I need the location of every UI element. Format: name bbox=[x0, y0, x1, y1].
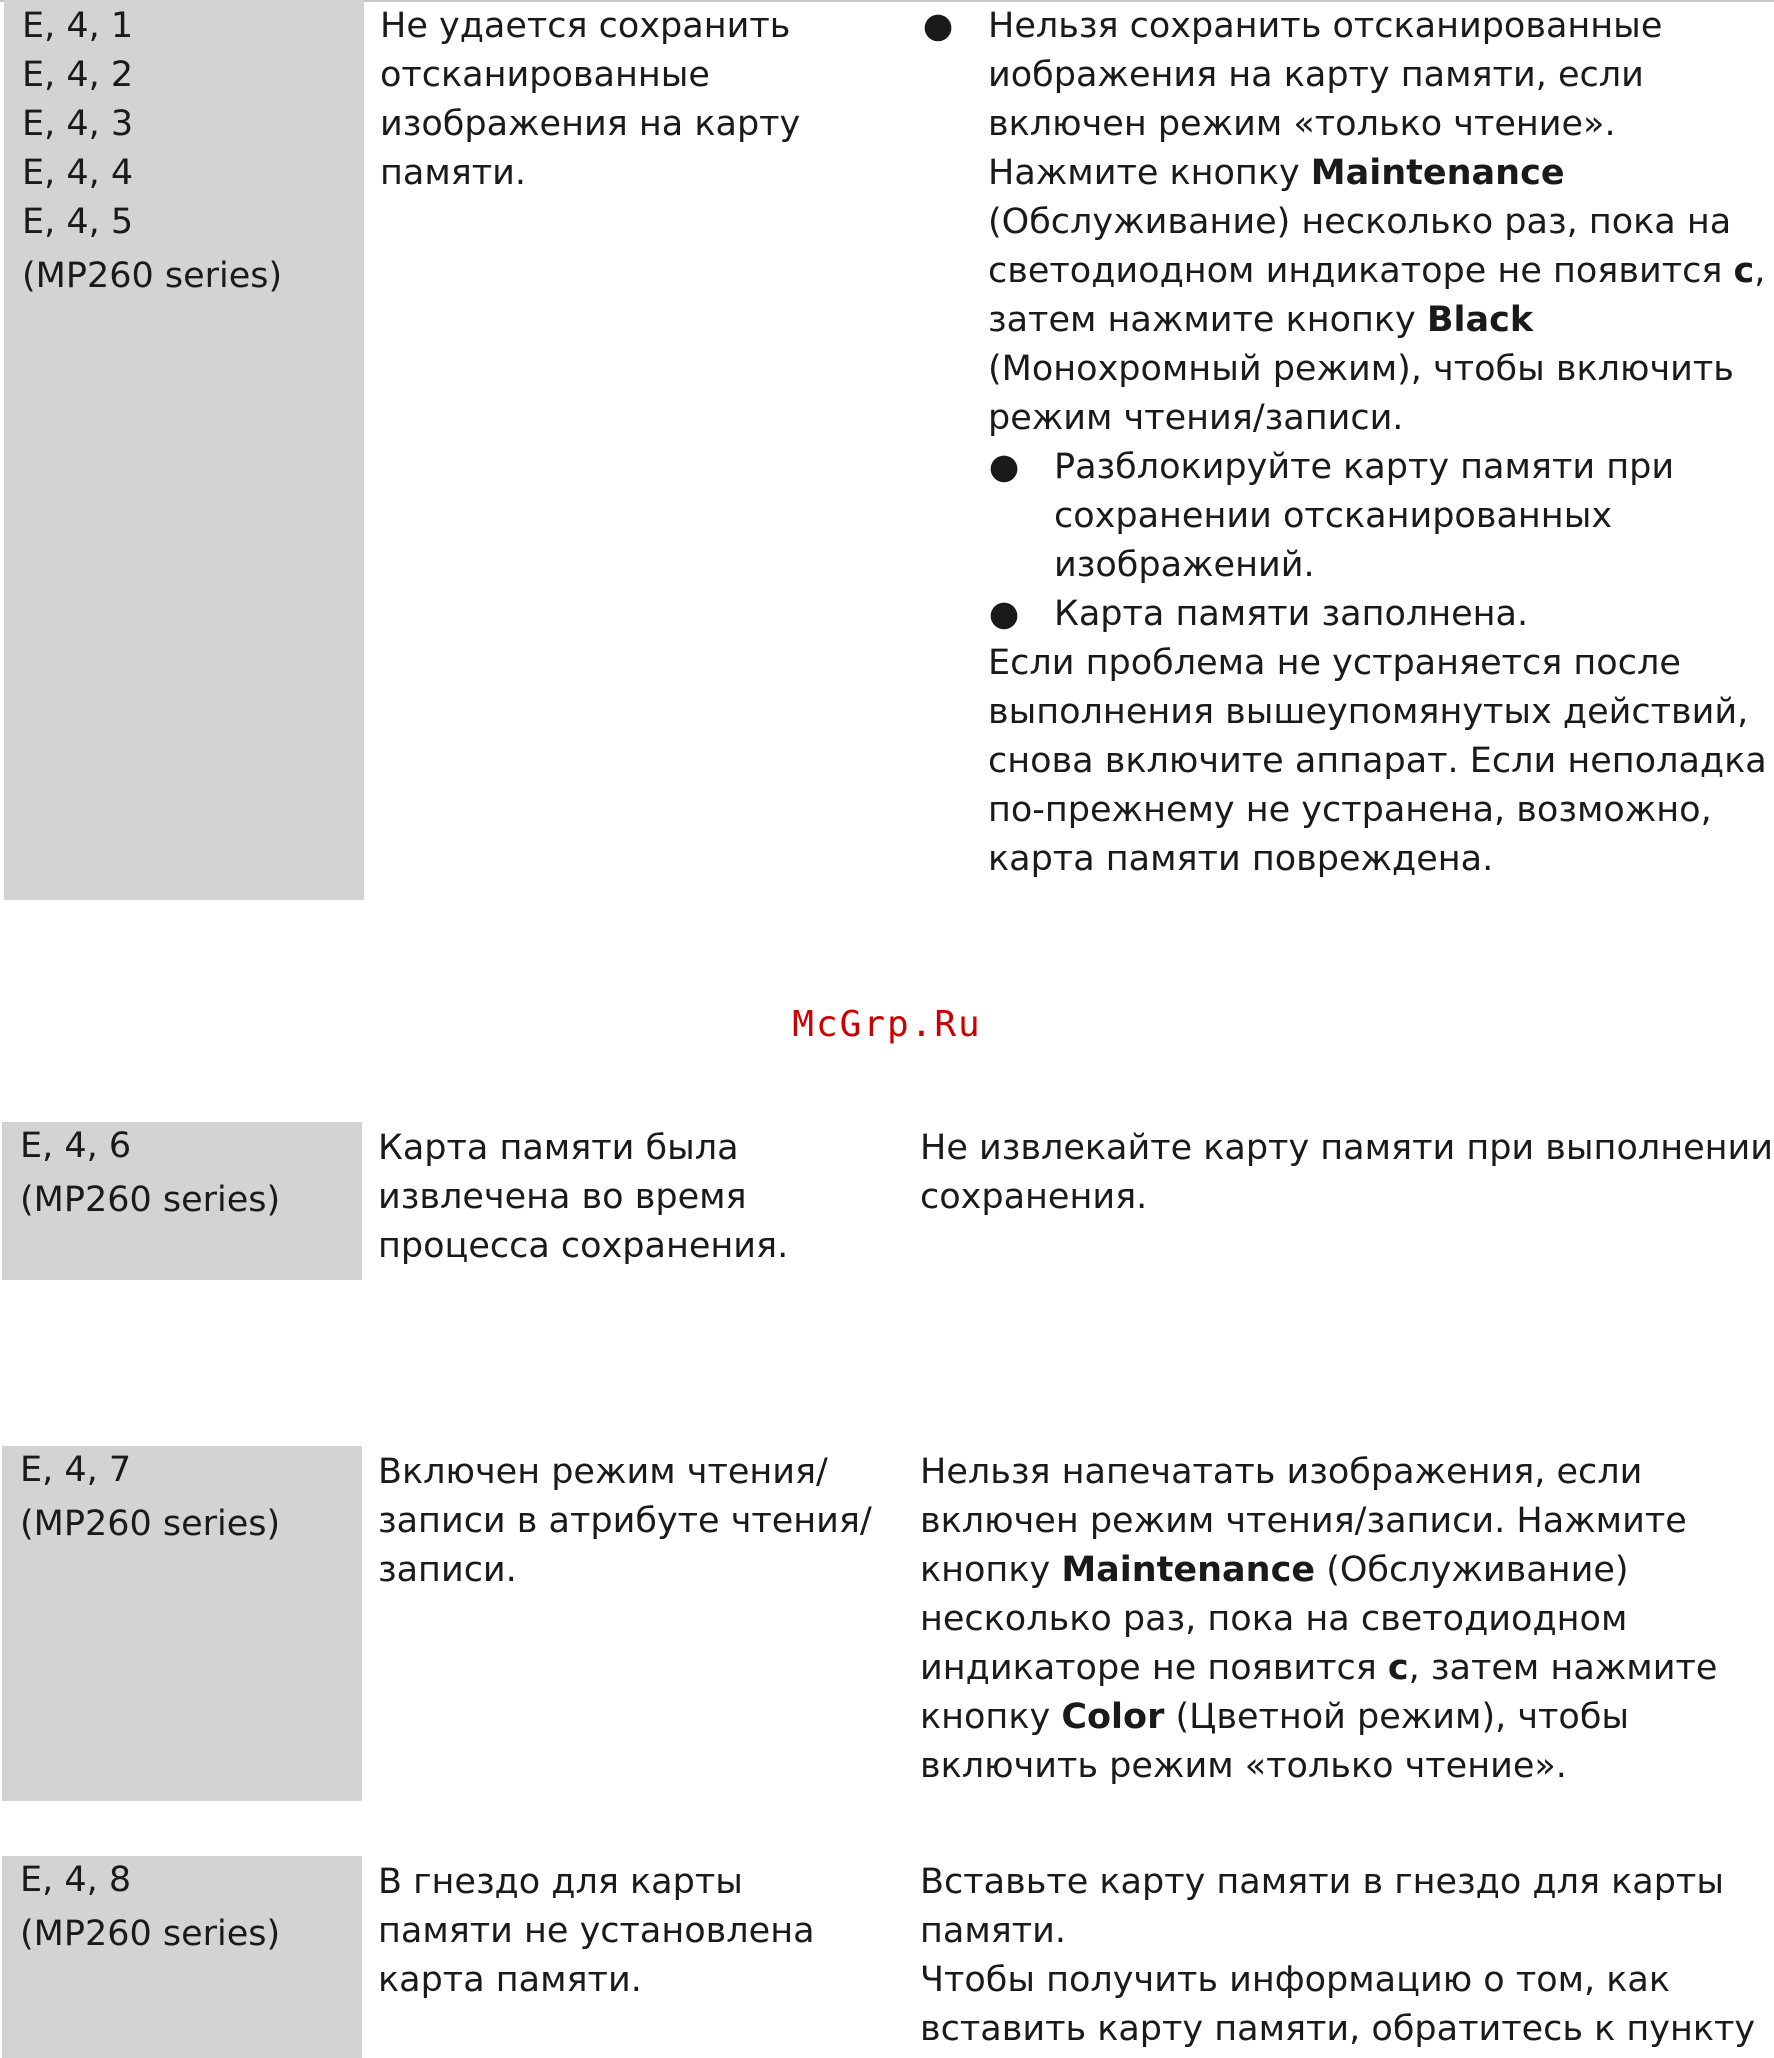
watermark: McGrp.Ru bbox=[792, 1004, 982, 1045]
list-item bbox=[920, 443, 1774, 590]
solution-text: режим чтения/записи. bbox=[988, 398, 1404, 438]
error-code: E, 4, 3 bbox=[22, 104, 134, 144]
cause-text: изображения на карту bbox=[380, 104, 801, 144]
solution-text: затем нажмите кнопку bbox=[988, 300, 1427, 340]
bullet-icon: ● bbox=[988, 594, 1020, 634]
cause-cell bbox=[378, 1122, 898, 1271]
solution-text: (Монохромный режим), чтобы включить bbox=[988, 349, 1734, 389]
solution-text bbox=[920, 1693, 1774, 1742]
error-code-list bbox=[2, 1446, 362, 1549]
cause-text: Включен режим чтения/ bbox=[378, 1452, 828, 1492]
error-code: E, 4, 8 bbox=[20, 1860, 132, 1900]
cause-text: записи в атрибуте чтения/ bbox=[378, 1501, 872, 1541]
cause-text: Карта памяти была bbox=[378, 1128, 739, 1168]
error-code: E, 4, 4 bbox=[22, 153, 134, 193]
solution-text: сохранения. bbox=[920, 1177, 1148, 1217]
solution-text: вставить карту памяти, обратитесь к пункту bbox=[920, 2009, 1756, 2049]
solution-text: включен режим чтения/записи. Нажмите bbox=[920, 1501, 1687, 1541]
solution-text bbox=[988, 247, 1774, 296]
solution-cell bbox=[920, 1122, 1774, 1222]
solution-text: кнопку bbox=[920, 1697, 1062, 1737]
led-indicator-char: c bbox=[1387, 1648, 1409, 1688]
color-button-label: Color bbox=[1061, 1697, 1165, 1737]
model-series: (MP260 series) bbox=[22, 256, 283, 296]
solution-text bbox=[988, 149, 1774, 198]
solution-text: памяти. bbox=[920, 1911, 1067, 1951]
solution-text: (Обслуживание) несколько раз, пока на bbox=[988, 202, 1732, 242]
solution-text bbox=[920, 1644, 1774, 1693]
solution-text: по-прежнему не устранена, возможно, bbox=[988, 790, 1712, 830]
bullet-icon: ● bbox=[922, 6, 954, 46]
black-button-label: Black bbox=[1426, 300, 1534, 340]
model-series: (MP260 series) bbox=[20, 1504, 281, 1544]
solution-text: снова включите аппарат. Если неполадка bbox=[988, 741, 1767, 781]
cause-text: отсканированные bbox=[380, 55, 710, 95]
list-item bbox=[920, 2, 1774, 443]
error-code-cell bbox=[4, 0, 364, 900]
table-row bbox=[0, 1856, 1774, 2058]
solution-text: включить режим «только чтение». bbox=[920, 1746, 1567, 1786]
solution-text: Чтобы получить информацию о том, как bbox=[920, 1960, 1671, 2000]
solution-cell bbox=[920, 1856, 1774, 2054]
cause-text: процесса сохранения. bbox=[378, 1226, 789, 1266]
cause-cell bbox=[380, 0, 900, 198]
error-code-list bbox=[2, 1856, 362, 1959]
led-indicator-char: c bbox=[1733, 251, 1755, 291]
solution-text: Не извлекайте карту памяти при выполнении bbox=[920, 1128, 1774, 1168]
solution-text: карта памяти повреждена. bbox=[988, 839, 1494, 879]
solution-text: Разблокируйте карту памяти при bbox=[1054, 447, 1675, 487]
cause-text: карта памяти. bbox=[378, 1960, 642, 2000]
solution-text: Если проблема не устраняется после bbox=[988, 643, 1681, 683]
solution-text: сохранении отсканированных bbox=[1054, 496, 1613, 536]
solution-cell bbox=[920, 1446, 1774, 1791]
solution-text: Карта памяти заполнена. bbox=[1054, 594, 1529, 634]
solution-text: включен режим «только чтение». bbox=[988, 104, 1616, 144]
error-code: E, 4, 6 bbox=[20, 1126, 132, 1166]
solution-text: изображений. bbox=[1054, 545, 1315, 585]
error-code: E, 4, 7 bbox=[20, 1450, 132, 1490]
table-row bbox=[0, 1446, 1774, 1801]
solution-note bbox=[920, 639, 1774, 884]
cause-text: В гнездо для карты bbox=[378, 1862, 743, 1902]
solution-text: выполнения вышеупомянутых действий, bbox=[988, 692, 1749, 732]
error-code-cell bbox=[2, 1446, 362, 1801]
error-code: E, 4, 5 bbox=[22, 202, 134, 242]
model-series: (MP260 series) bbox=[20, 1180, 281, 1220]
solution-text: Нажмите кнопку bbox=[988, 153, 1311, 193]
cause-text: извлечена во время bbox=[378, 1177, 747, 1217]
cause-text: памяти не установлена bbox=[378, 1911, 815, 1951]
solution-text bbox=[920, 1546, 1774, 1595]
solution-text: кнопку bbox=[920, 1550, 1062, 1590]
solution-text: , затем нажмите bbox=[1408, 1648, 1718, 1688]
cause-text: Не удается сохранить bbox=[380, 6, 791, 46]
solution-text: Нельзя напечатать изображения, если bbox=[920, 1452, 1643, 1492]
error-code: E, 4, 1 bbox=[22, 6, 134, 46]
maintenance-button-label: Maintenance bbox=[1061, 1550, 1316, 1590]
list-item bbox=[920, 590, 1774, 639]
cause-text: памяти. bbox=[380, 153, 527, 193]
solution-text: светодиодном индикаторе не появится bbox=[988, 251, 1734, 291]
cause-text: записи. bbox=[378, 1550, 517, 1590]
table-row bbox=[0, 0, 1774, 900]
solution-text: (Обслуживание) bbox=[1315, 1550, 1629, 1590]
error-code: E, 4, 2 bbox=[22, 55, 134, 95]
error-code-cell bbox=[2, 1122, 362, 1280]
solution-text: индикаторе не появится bbox=[920, 1648, 1388, 1688]
error-code-cell bbox=[2, 1856, 362, 2058]
model-series: (MP260 series) bbox=[20, 1914, 281, 1954]
solution-text: Нельзя сохранить отсканированные bbox=[988, 6, 1663, 46]
bullet-icon: ● bbox=[988, 447, 1020, 487]
cause-cell bbox=[378, 1446, 898, 1595]
solution-text: несколько раз, пока на светодиодном bbox=[920, 1599, 1628, 1639]
solution-text: Вставьте карту памяти в гнездо для карты bbox=[920, 1862, 1724, 1902]
solution-text: иображения на карту памяти, если bbox=[988, 55, 1644, 95]
table-row bbox=[0, 1122, 1774, 1280]
solution-text: (Цветной режим), чтобы bbox=[1164, 1697, 1630, 1737]
solution-cell bbox=[920, 0, 1774, 884]
solution-text: , bbox=[1754, 251, 1766, 291]
solution-text bbox=[988, 296, 1774, 345]
error-code-list bbox=[4, 0, 364, 301]
maintenance-button-label: Maintenance bbox=[1310, 153, 1565, 193]
error-code-list bbox=[2, 1122, 362, 1225]
cause-cell bbox=[378, 1856, 898, 2005]
